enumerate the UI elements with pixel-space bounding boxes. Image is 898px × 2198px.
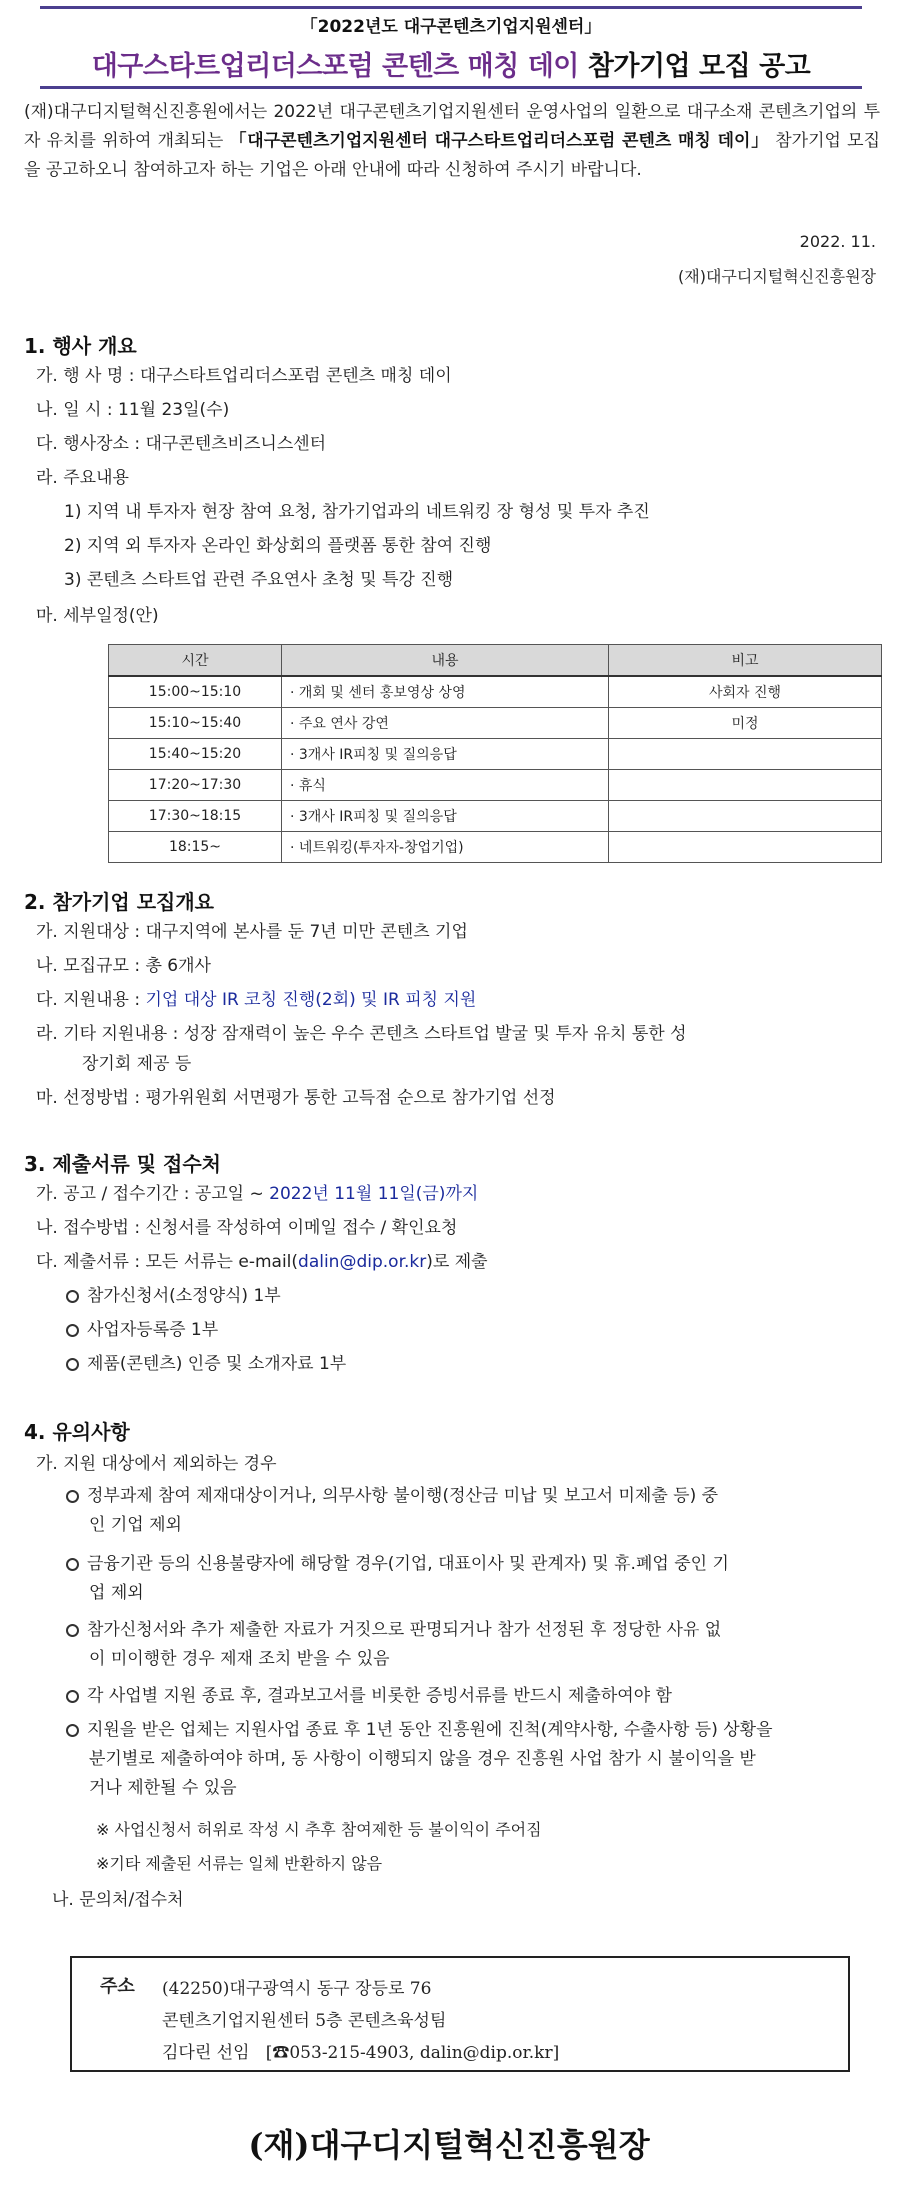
cell-time: 17:30~18:15	[109, 801, 282, 832]
intro-event-bold: 「대구콘텐츠기업지원센터 대구스타트업리더스포럼 콘텐츠 매칭 데이」	[229, 131, 770, 151]
header-bottom-rule	[40, 86, 862, 89]
s3-deadline: 2022년 11월 11일(금)까지	[269, 1184, 479, 1204]
section-1-title: 1. 행사 개요	[24, 334, 137, 358]
table-row	[109, 676, 882, 708]
s1-content-1: 1) 지역 내 투자자 현장 참여 요청, 참가기업과의 네트워킹 장 형성 및 투자 추진	[64, 502, 650, 522]
cell-time: 15:00~15:10	[109, 676, 282, 708]
header-top-rule	[40, 6, 862, 9]
list-item	[66, 1716, 773, 1803]
exclusion-text-cont: 분기별로 제출하여야 하며, 동 사항이 이행되지 않을 경우 진흥원 사업 참가 시 불이익을 받	[89, 1749, 756, 1769]
title-suffix: 참가기업 모집 공고	[578, 51, 811, 82]
cell-time: 15:10~15:40	[109, 708, 282, 739]
table-row	[109, 832, 882, 863]
cell-note	[609, 770, 882, 801]
contact-department: 콘텐츠기업지원센터 5층 콘텐츠육성팀	[162, 2011, 447, 2031]
s4-note-1: ※ 사업신청서 허위로 작성 시 추후 참여제한 등 불이익이 주어짐	[96, 1820, 542, 1839]
circle-bullet-icon	[66, 1724, 79, 1737]
schedule-header-row	[109, 645, 882, 677]
page-title	[40, 44, 862, 83]
cell-time: 18:15~	[109, 832, 282, 863]
s2-scale: 나. 모집규모 : 총 6개사	[36, 956, 211, 976]
exclusion-text: 각 사업별 지원 종료 후, 결과보고서를 비롯한 증빙서류를 반드시 제출하여야 함	[87, 1686, 672, 1706]
table-row	[109, 708, 882, 739]
cell-note: 미정	[609, 708, 882, 739]
s1-event-name: 가. 행 사 명 : 대구스타트업리더스포럼 콘텐츠 매칭 데이	[36, 366, 452, 386]
cell-content: · 개회 및 센터 홍보영상 상영	[282, 676, 609, 708]
cell-note	[609, 801, 882, 832]
contact-box	[70, 1956, 850, 2072]
s3-documents-label: 다. 제출서류 : 모든 서류는 e-mail(	[36, 1252, 299, 1272]
exclusion-text-cont: 이 미이행한 경우 제재 조치 받을 수 있음	[89, 1649, 390, 1669]
section-2-title: 2. 참가기업 모집개요	[24, 890, 214, 914]
circle-bullet-icon	[66, 1324, 79, 1337]
cell-note	[609, 739, 882, 770]
announce-org: (재)대구디지털혁신진흥원장	[678, 267, 876, 286]
s4-contact-label: 나. 문의처/접수처	[52, 1890, 184, 1910]
list-item	[66, 1318, 218, 1342]
exclusion-text: 지원을 받은 업체는 지원사업 종료 후 1년 동안 진흥원에 진척(계약사항, 수출사항 등) 상황을	[87, 1720, 773, 1740]
announce-date: 2022. 11.	[799, 232, 876, 251]
circle-bullet-icon	[66, 1624, 79, 1637]
circle-bullet-icon	[66, 1290, 79, 1303]
exclusion-text-cont: 업 제외	[89, 1583, 144, 1603]
contact-person-line	[162, 2038, 559, 2063]
s2-support-label: 다. 지원내용 :	[36, 990, 146, 1010]
s2-target: 가. 지원대상 : 대구지역에 본사를 둔 7년 미만 콘텐츠 기업	[36, 922, 468, 942]
cell-content: · 휴식	[282, 770, 609, 801]
s3-method: 나. 접수방법 : 신청서를 작성하여 이메일 접수 / 확인요청	[36, 1218, 458, 1238]
s1-date: 나. 일 시 : 11월 23일(수)	[36, 400, 230, 420]
list-item	[66, 1616, 721, 1674]
table-row	[109, 801, 882, 832]
s2-selection: 마. 선정방법 : 평가위원회 서면평가 통한 고득점 순으로 참가기업 선정	[36, 1088, 556, 1108]
s4-exclusion-label: 가. 지원 대상에서 제외하는 경우	[36, 1454, 277, 1474]
s3-period-label: 가. 공고 / 접수기간 : 공고일 ~	[36, 1184, 270, 1204]
s1-venue: 다. 행사장소 : 대구콘텐츠비즈니스센터	[36, 434, 327, 454]
exclusion-text: 금융기관 등의 신용불량자에 해당할 경우(기업, 대표이사 및 관계자) 및 휴.폐업 중인 기	[87, 1554, 729, 1574]
col-header-content: 내용	[282, 645, 609, 677]
col-header-note: 비고	[609, 645, 882, 677]
s2-other-support: 라. 기타 지원내용 : 성장 잠재력이 높은 우수 콘텐츠 스타트업 발굴 및 투자 유치 통한 성	[36, 1024, 687, 1044]
cell-note	[609, 832, 882, 863]
s1-contents-label: 라. 주요내용	[36, 468, 129, 488]
cell-note: 사회자 진행	[609, 676, 882, 708]
table-row	[109, 770, 882, 801]
intro-paragraph	[24, 98, 880, 185]
contact-person: 김다린 선임	[162, 2043, 250, 2063]
s2-support	[36, 988, 476, 1012]
cell-content: · 주요 연사 강연	[282, 708, 609, 739]
exclusion-text-cont: 인 기업 제외	[89, 1515, 182, 1535]
section-4-title: 4. 유의사항	[24, 1420, 130, 1444]
table-row	[109, 739, 882, 770]
cell-content: · 3개사 IR피칭 및 질의응답	[282, 801, 609, 832]
list-item	[66, 1284, 281, 1308]
exclusion-text: 정부과제 참여 제재대상이거나, 의무사항 불이행(정산금 미납 및 보고서 미제출 등) 중	[87, 1486, 719, 1506]
list-item	[66, 1482, 718, 1540]
schedule-table	[108, 644, 882, 863]
circle-bullet-icon	[66, 1690, 79, 1703]
exclusion-text: 참가신청서와 추가 제출한 자료가 거짓으로 판명되거나 참가 선정된 후 정당한 사유 없	[87, 1620, 722, 1640]
intro-text-2: 참가기업 모집을 공고하오니 참여하고자 하는 기업은 아래 안내에 따라 신청하여 주시기 바랍니다.	[24, 131, 880, 180]
s1-schedule-label: 마. 세부일정(안)	[36, 606, 159, 626]
contact-address: (42250)대구광역시 동구 장등로 76	[162, 1979, 432, 1999]
doc-item-label: 사업자등록증 1부	[87, 1320, 219, 1340]
section-3-title: 3. 제출서류 및 접수처	[24, 1152, 221, 1176]
cell-time: 15:40~15:20	[109, 739, 282, 770]
cell-content: · 네트워킹(투자자-창업기업)	[282, 832, 609, 863]
col-header-time: 시간	[109, 645, 282, 677]
s3-email-link[interactable]: dalin@dip.or.kr	[298, 1252, 427, 1272]
circle-bullet-icon	[66, 1490, 79, 1503]
s3-documents-suffix: )로 제출	[426, 1252, 488, 1272]
header-subtitle: 「2022년도 대구콘텐츠기업지원센터」	[300, 17, 602, 37]
list-item	[66, 1352, 346, 1376]
s3-period	[36, 1182, 478, 1206]
s4-note-2: ※기타 제출된 서류는 일체 반환하지 않음	[96, 1854, 383, 1873]
contact-phone-email: [☎053-215-4903, dalin@dip.or.kr]	[265, 2043, 560, 2063]
doc-item-label: 제품(콘텐츠) 인증 및 소개자료 1부	[87, 1354, 347, 1374]
footer-org-name: (재)대구디지털혁신진흥원장	[248, 2126, 650, 2164]
list-item	[66, 1550, 729, 1608]
circle-bullet-icon	[66, 1358, 79, 1371]
contact-address-label: 주소	[100, 1976, 135, 1997]
list-item	[66, 1682, 672, 1711]
cell-time: 17:20~17:30	[109, 770, 282, 801]
s2-support-detail: 기업 대상 IR 코칭 진행(2회) 및 IR 피칭 지원	[145, 990, 477, 1010]
s3-documents	[36, 1250, 488, 1274]
circle-bullet-icon	[66, 1558, 79, 1571]
doc-item-label: 참가신청서(소정양식) 1부	[87, 1286, 281, 1306]
header	[40, 0, 862, 92]
cell-content: · 3개사 IR피칭 및 질의응답	[282, 739, 609, 770]
s1-content-2: 2) 지역 외 투자자 온라인 화상회의 플랫폼 통한 참여 진행	[64, 536, 492, 556]
intro-text-1: (재)대구디지털혁신진흥원에서는 2022년 대구콘텐츠기업지원센터 운영사업의 일환으로 대구소재 콘텐츠기업의 투자 유치를 위하여 개최되는	[24, 102, 880, 151]
s1-content-3: 3) 콘텐츠 스타트업 관련 주요연사 초청 및 특강 진행	[64, 570, 454, 590]
s2-other-support-cont: 장기회 제공 등	[82, 1054, 192, 1074]
exclusion-text-cont: 거나 제한될 수 있음	[89, 1778, 237, 1798]
title-event-name: 대구스타트업리더스포럼 콘텐츠 매칭 데이	[91, 51, 579, 82]
